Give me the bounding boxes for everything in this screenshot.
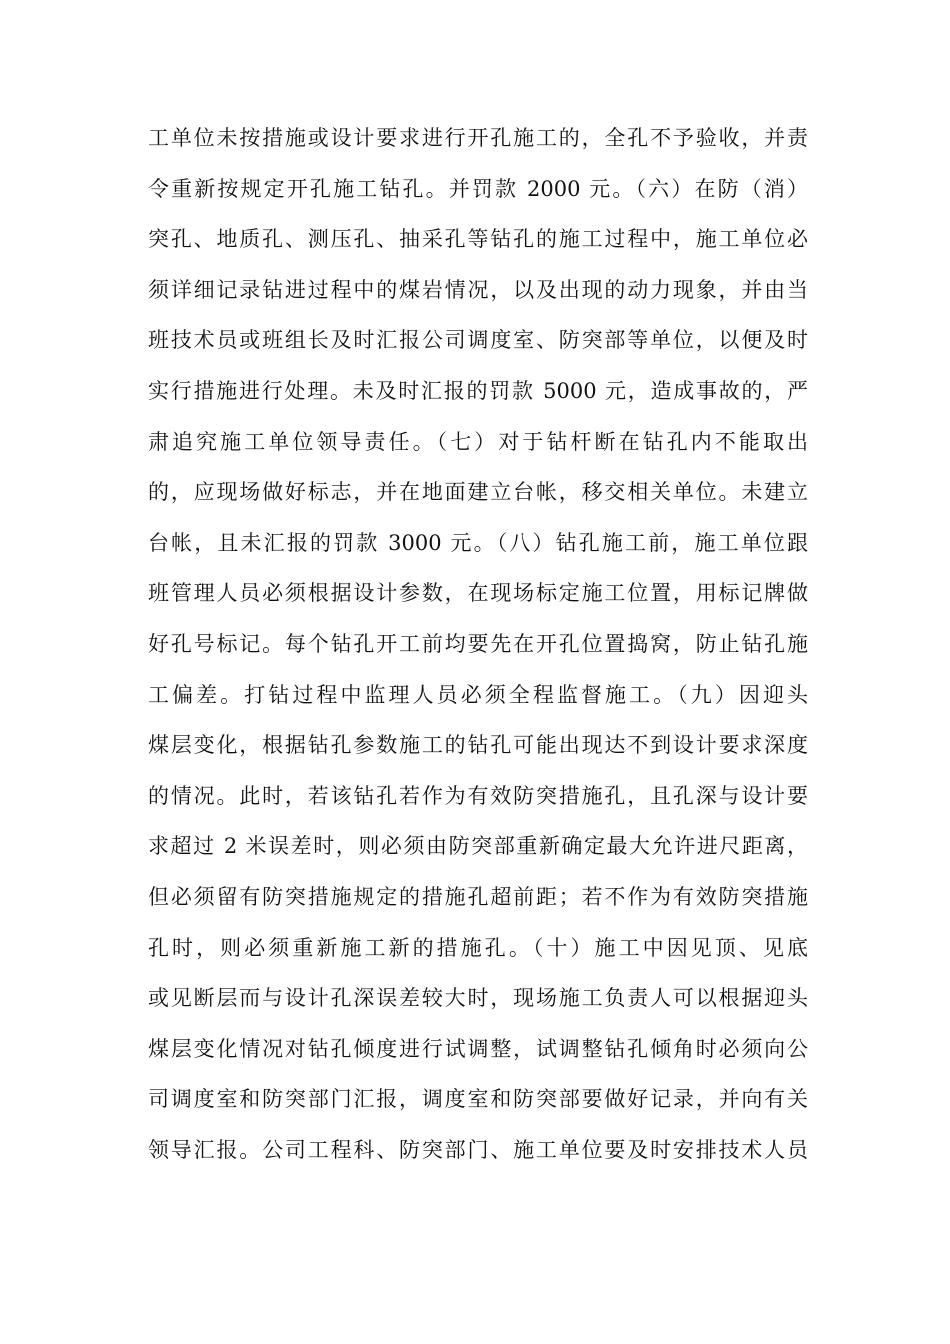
text-line: 好孔号标记。每个钻孔开工前均要先在开孔位置捣窝，防止钻孔施 xyxy=(148,631,808,656)
text-line: 台帐，且未汇报的罚款 3000 元。（八）钻孔施工前，施工单位跟 xyxy=(148,530,808,555)
text-line: 令重新按规定开孔施工钻孔。并罚款 2000 元。（六）在防（消） xyxy=(148,176,808,201)
text-line: 班管理人员必须根据设计参数，在现场标定施工位置，用标记牌做 xyxy=(148,581,808,606)
text-line: 肃追究施工单位领导责任。（七）对于钻杆断在钻孔内不能取出 xyxy=(148,429,808,454)
text-line: 的，应现场做好标志，并在地面建立台帐，移交相关单位。未建立 xyxy=(148,480,808,505)
text-line: 工单位未按措施或设计要求进行开孔施工的，全孔不予验收，并责 xyxy=(148,126,808,150)
text-line: 的情况。此时，若该钻孔若作为有效防突措施孔，且孔深与设计要 xyxy=(148,783,808,808)
text-line: 实行措施进行处理。未及时汇报的罚款 5000 元，造成事故的，严 xyxy=(148,378,808,403)
text-line: 但必须留有防突措施规定的措施孔超前距；若不作为有效防突措施 xyxy=(148,884,808,909)
text-line: 煤层变化情况对钻孔倾度进行试调整，试调整钻孔倾角时必须向公 xyxy=(148,1036,808,1061)
text-line: 或见断层而与设计孔深误差较大时，现场施工负责人可以根据迎头 xyxy=(148,986,808,1011)
text-line: 司调度室和防突部门汇报，调度室和防突部要做好记录，并向有关 xyxy=(148,1087,808,1112)
text-line: 煤层变化，根据钻孔参数施工的钻孔可能出现达不到设计要求深度 xyxy=(148,733,808,758)
text-line: 须详细记录钻进过程中的煤岩情况，以及出现的动力现象，并由当 xyxy=(148,277,808,302)
text-line: 求超过 2 米误差时，则必须由防突部重新确定最大允许进尺距离， xyxy=(148,834,808,859)
text-line: 班技术员或班组长及时汇报公司调度室、防突部等单位，以便及时 xyxy=(148,328,808,353)
text-line: 孔时，则必须重新施工新的措施孔。（十）施工中因见顶、见底 xyxy=(148,935,808,960)
text-line: 突孔、地质孔、测压孔、抽采孔等钻孔的施工过程中，施工单位必 xyxy=(148,227,808,252)
text-line: 领导汇报。公司工程科、防突部门、施工单位要及时安排技术人员 xyxy=(148,1137,808,1162)
body-text xyxy=(148,113,808,1175)
text-line: 工偏差。打钻过程中监理人员必须全程监督施工。（九）因迎头 xyxy=(148,682,808,707)
